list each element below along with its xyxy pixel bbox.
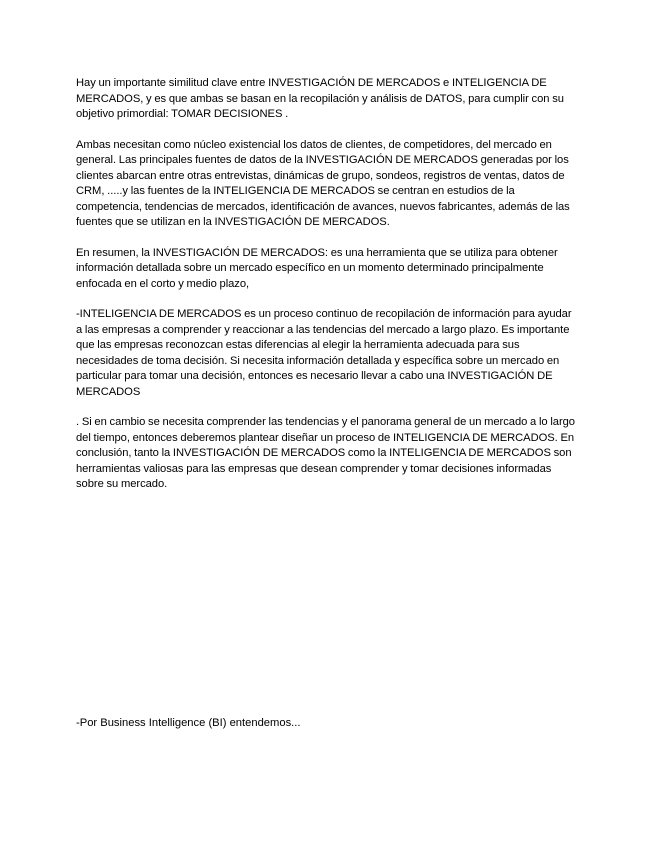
paragraph-similitud: Hay un importante similitud clave entre INVESTIGACIÓN DE MERCADOS e INTELIGENCIA DE MERCADOS, y es que ambas se basan en la recopilación y análisis de DATOS, para cumplir con su objetivo primordial: TOMAR DECISIONES .	[76, 77, 564, 120]
paragraph-fuentes-de-datos: Ambas necesitan como núcleo existencial los datos de clientes, de competidores, del mercado en general. Las principales fuentes de datos de la INVESTIGACIÓN DE MERCADOS generadas por los clientes abarcan entre otras entrevistas, dinámicas de grupo, sondeos, registros de ventas, datos de CRM, .....y las fuentes de la INTELIGENCIA DE MERCADOS se centran en estudios de la competencia, tendencias de mercados, identificación de avances, nuevos fabricantes, además de las fuentes que se utilizan en la INVESTIGACIÓN DE MERCADOS.	[76, 138, 570, 228]
paragraph-conclusion: . Si en cambio se necesita comprender las tendencias y el panorama general de un mercado a lo largo del tiempo, entonces deberemos plantear diseñar un proceso de INTELIGENCIA DE MERCADOS. En conclusión, tanto la INVESTIGACIÓN DE MERCADOS como la INTELIGENCIA DE MERCADOS son herramientas valiosas para las empresas que desean comprender y tomar decisiones informadas sobre su mercado.	[76, 416, 575, 490]
paragraph-inteligencia-de-mercados: -INTELIGENCIA DE MERCADOS es un proceso continuo de recopilación de información para ayudar a las empresas a comprender y reaccionar a las tendencias del mercado a largo plazo. Es importante que las empresas reconozcan estas diferencias al elegir la herramienta adecuada para sus necesidades de toma decisión. Si necesita información detallada y específica sobre un mercado en particular para tomar una decisión, entonces es necesario llevar a cabo una INVESTIGACIÓN DE MERCADOS	[76, 308, 572, 398]
business-intelligence-line: -Por Business Intelligence (BI) entendemos...	[76, 717, 301, 729]
document-body	[76, 76, 578, 508]
paragraph-resumen: En resumen, la INVESTIGACIÓN DE MERCADOS: es una herramienta que se utiliza para obtener información detallada sobre un mercado específico en un momento determinado principalmente enfocada en el corto y medio plazo,	[76, 246, 558, 290]
